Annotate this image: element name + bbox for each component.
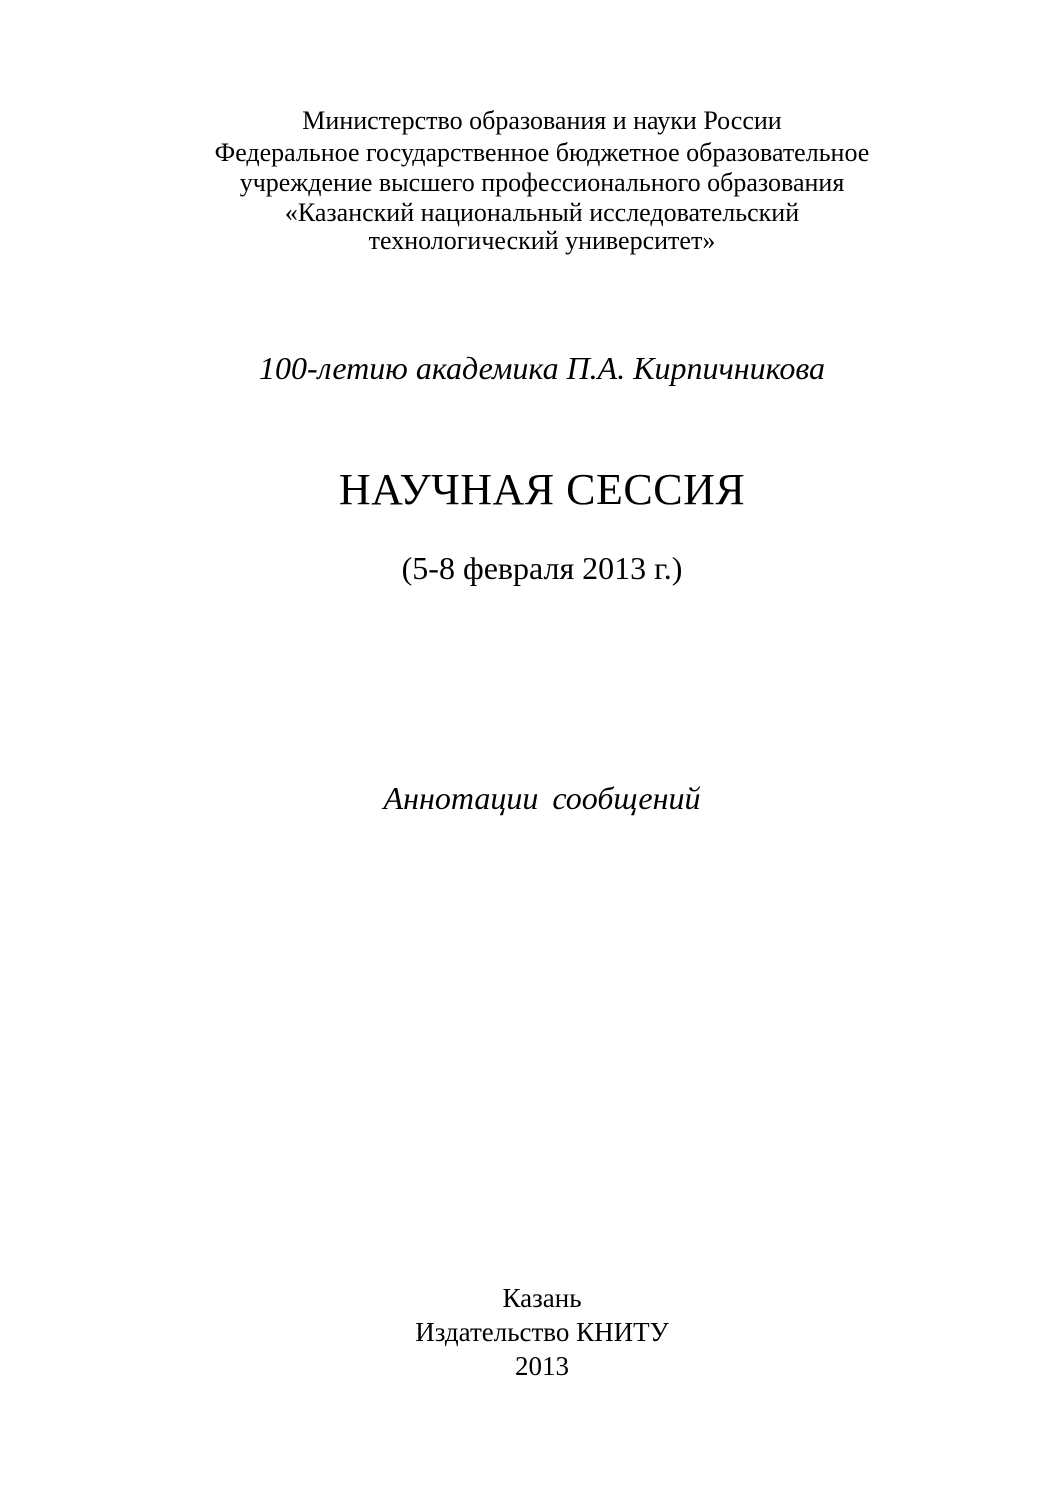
imprint-city: Казань xyxy=(502,1283,582,1313)
institution-line-2: Федеральное государственное бюджетное образовательное xyxy=(214,138,870,167)
event-dates: (5-8 февраля 2013 г.) xyxy=(401,550,683,586)
page-title: НАУЧНАЯ СЕССИЯ xyxy=(338,465,746,514)
imprint-year: 2013 xyxy=(515,1351,569,1381)
institution-line-1: Министерство образования и науки России xyxy=(302,106,782,135)
institution-line-5: технологический университет» xyxy=(368,226,716,255)
institution-line-4: «Казанский национальный исследовательский xyxy=(284,198,800,227)
imprint-publisher: Издательство КНИТУ xyxy=(415,1317,669,1347)
dedication: 100-летию академика П.А. Кирпичникова xyxy=(258,350,826,386)
document-subtitle: Аннотации сообщений xyxy=(383,780,701,816)
institution-line-3: учреждение высшего профессионального образования xyxy=(239,168,845,197)
